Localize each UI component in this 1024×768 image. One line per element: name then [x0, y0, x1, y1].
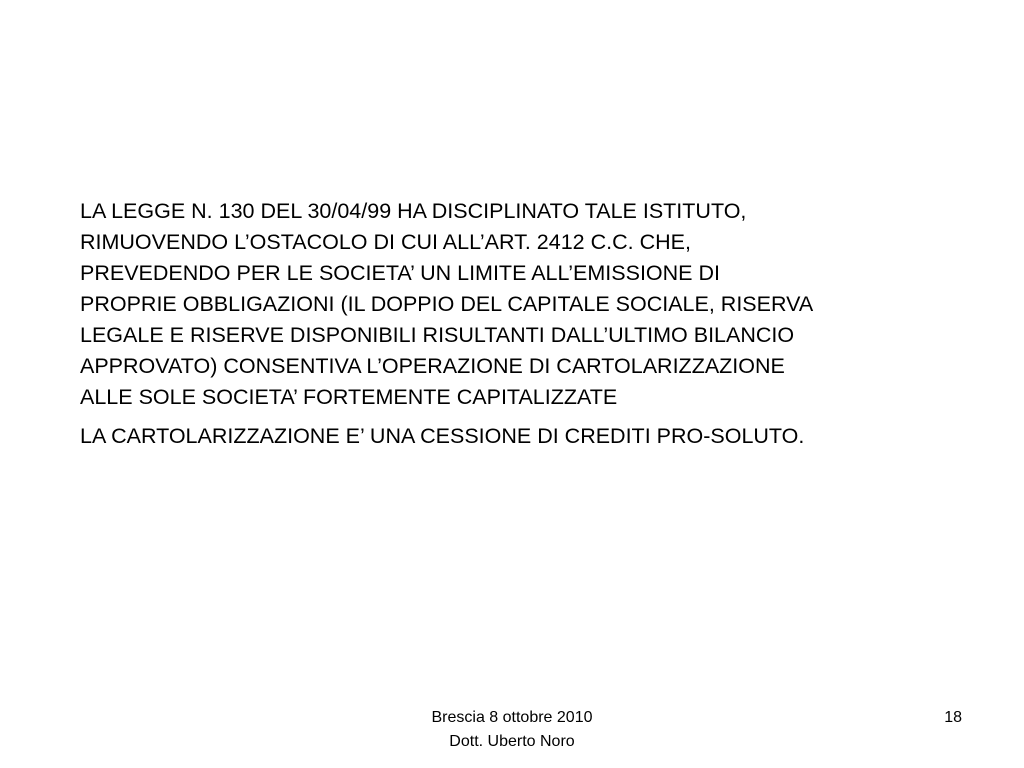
body-line: RIMUOVENDO L’OSTACOLO DI CUI ALL’ART. 2412 C.C. CHE,	[80, 230, 691, 254]
slide-body	[80, 196, 960, 460]
body-line: APPROVATO) CONSENTIVA L’OPERAZIONE DI CARTOLARIZZAZIONE	[80, 354, 785, 378]
footer-author: Dott. Uberto Noro	[449, 733, 575, 750]
body-line: LA LEGGE N. 130 DEL 30/04/99 HA DISCIPLINATO TALE ISTITUTO,	[80, 199, 747, 223]
footer-info	[362, 706, 662, 754]
body-paragraph-1	[80, 196, 960, 413]
body-line: ALLE SOLE SOCIETA’ FORTEMENTE CAPITALIZZATE	[80, 385, 618, 409]
footer-place-date: Brescia 8 ottobre 2010	[431, 709, 593, 726]
body-line: PREVEDENDO PER LE SOCIETA’ UN LIMITE ALL’EMISSIONE DI	[80, 261, 720, 285]
body-paragraph-2	[80, 421, 960, 452]
body-line: LA CARTOLARIZZAZIONE E’ UNA CESSIONE DI CREDITI PRO-SOLUTO.	[80, 424, 805, 448]
page-number: 18	[944, 709, 962, 726]
body-line: LEGALE E RISERVE DISPONIBILI RISULTANTI DALL’ULTIMO BILANCIO	[80, 323, 795, 347]
body-line: PROPRIE OBBLIGAZIONI (IL DOPPIO DEL CAPITALE SOCIALE, RISERVA	[80, 292, 814, 316]
